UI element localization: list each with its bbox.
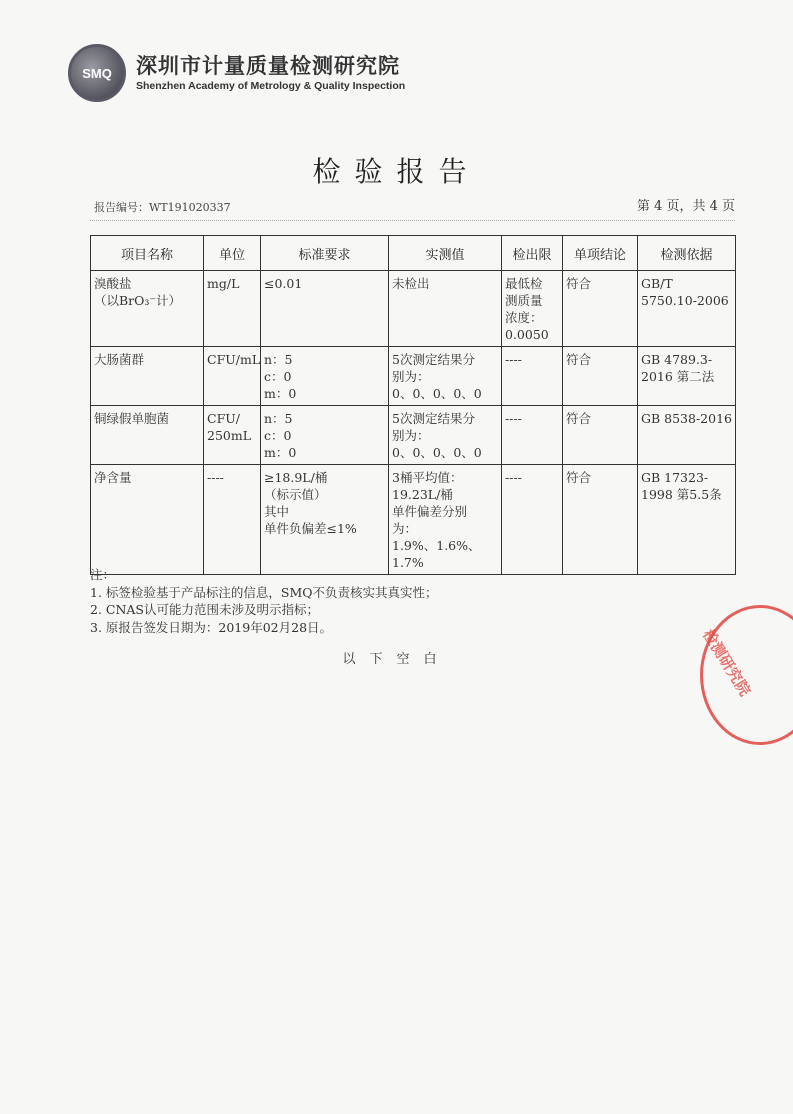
limit-cell: ---- — [502, 465, 563, 575]
results-table — [90, 235, 736, 575]
limit-cell: ---- — [502, 406, 563, 465]
header-cell: 单位 — [204, 236, 261, 271]
requirement-cell: ≥18.9L/桶 （标示值） 其中 单件负偏差≤1% — [261, 465, 389, 575]
measured-cell: 5次测定结果分 别为： 0、0、0、0、0 — [389, 406, 502, 465]
table-header-row — [91, 236, 736, 271]
header-cell: 检测依据 — [638, 236, 736, 271]
conclusion-cell: 符合 — [563, 271, 638, 347]
measured-cell: 3桶平均值： 19.23L/桶 单件偏差分别 为： 1.9%、1.6%、 1.7% — [389, 465, 502, 575]
header-cell: 实测值 — [389, 236, 502, 271]
conclusion-cell: 符合 — [563, 465, 638, 575]
page-indicator: 第 4 页，共 4 页 — [636, 199, 735, 214]
org-header — [68, 44, 405, 102]
blank-below-marker: 以下空白 — [342, 652, 451, 667]
header-cell: 单项结论 — [563, 236, 638, 271]
document-title: 检验报告 — [312, 155, 481, 188]
notes-section — [90, 566, 438, 636]
table-row — [91, 271, 736, 347]
note-item: 3. 原报告签发日期为：2019年02月28日。 — [90, 619, 333, 635]
measured-cell: 未检出 — [389, 271, 502, 347]
org-name-en: Shenzhen Academy of Metrology & Quality Inspection — [136, 80, 406, 92]
stamp-text: 检测研究院 — [699, 626, 755, 700]
item-name-cell: 净含量 — [91, 465, 204, 575]
basis-cell: GB 4789.3- 2016 第二法 — [638, 347, 736, 406]
basis-cell: GB/T 5750.10-2006 — [638, 271, 736, 347]
basis-cell: GB 8538-2016 — [638, 406, 736, 465]
org-name-cn: 深圳市计量质量检测研究院 — [136, 54, 400, 78]
unit-cell: CFU/ 250mL — [204, 406, 261, 465]
conclusion-cell: 符合 — [563, 406, 638, 465]
limit-cell: ---- — [502, 347, 563, 406]
limit-cell: 最低检 测质量 浓度： 0.0050 — [502, 271, 563, 347]
unit-cell: mg/L — [204, 271, 261, 347]
header-cell: 标准要求 — [261, 236, 389, 271]
table-row — [91, 465, 736, 575]
header-cell: 项目名称 — [91, 236, 204, 271]
measured-cell: 5次测定结果分 别为： 0、0、0、0、0 — [389, 347, 502, 406]
notes-heading: 注： — [90, 567, 116, 582]
unit-cell: CFU/mL — [204, 347, 261, 406]
header-divider — [90, 220, 735, 221]
table-row — [91, 347, 736, 406]
note-item: 1. 标签检验基于产品标注的信息，SMQ不负责核实其真实性； — [90, 584, 438, 600]
item-name-cell: 大肠菌群 — [91, 347, 204, 406]
conclusion-cell: 符合 — [563, 347, 638, 406]
unit-cell: ---- — [204, 465, 261, 575]
header-cell: 检出限 — [502, 236, 563, 271]
item-name-cell: 铜绿假单胞菌 — [91, 406, 204, 465]
basis-cell: GB 17323- 1998 第5.5条 — [638, 465, 736, 575]
table-row — [91, 406, 736, 465]
note-item: 2. CNAS认可能力范围未涉及明示指标； — [90, 602, 319, 617]
smq-logo: SMQ — [68, 44, 126, 102]
requirement-cell: n：5 c：0 m：0 — [261, 347, 389, 406]
requirement-cell: n：5 c：0 m：0 — [261, 406, 389, 465]
item-name-cell: 溴酸盐 （以BrO₃⁻计） — [91, 271, 204, 347]
report-number: 报告编号：WT191020337 — [94, 201, 231, 214]
requirement-cell: ≤0.01 — [261, 271, 389, 347]
